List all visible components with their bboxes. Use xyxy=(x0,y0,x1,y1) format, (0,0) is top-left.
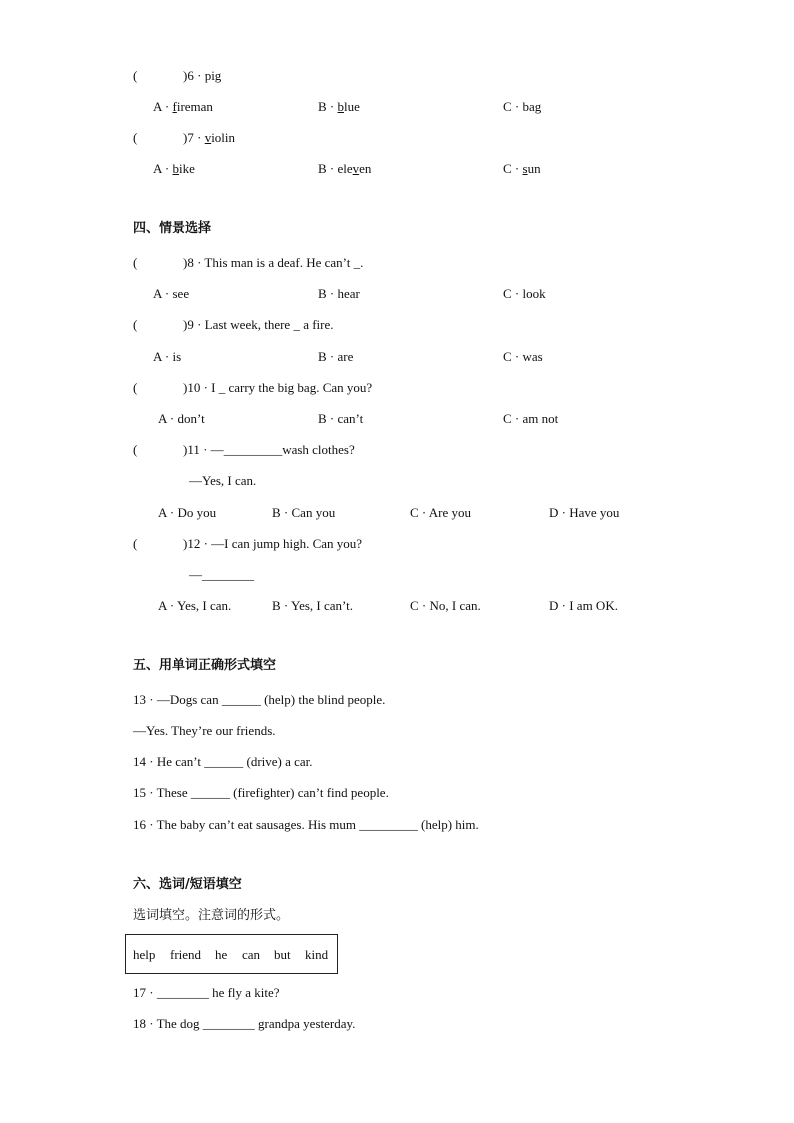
question-15[interactable]: 15 · These ______ (firefighter) can’t find people. xyxy=(133,785,389,800)
question-6: ( )6 · pig xyxy=(133,68,222,83)
option-d[interactable]: D · I am OK. xyxy=(549,598,618,613)
word-bank-item: help xyxy=(133,947,156,962)
blank[interactable]: _________ xyxy=(223,442,283,457)
option-a[interactable]: A · Do you xyxy=(158,505,217,520)
option-b[interactable]: B · can’t xyxy=(318,411,364,426)
option-b[interactable]: B · blue xyxy=(318,99,360,114)
word-bank-item: kind xyxy=(305,947,329,962)
option-c[interactable]: C · No, I can. xyxy=(410,598,481,613)
option-a[interactable]: A · is xyxy=(153,349,182,364)
option-c[interactable]: C · was xyxy=(503,349,543,364)
question-word: pig xyxy=(204,68,222,83)
option-c[interactable]: C · look xyxy=(503,286,546,301)
word-bank-item: he xyxy=(215,947,228,962)
question-14[interactable]: 14 · He can’t ______ (drive) a car. xyxy=(133,754,313,769)
question-13-reply: —Yes. They’re our friends. xyxy=(133,723,276,738)
option-d[interactable]: D · Have you xyxy=(549,505,620,520)
question-8: ( )8 · This man is a deaf. He can’t _. xyxy=(133,255,364,270)
question-12: ( )12 · —I can jump high. Can you? xyxy=(133,536,363,551)
option-a[interactable]: A · bike xyxy=(153,161,195,176)
question-16[interactable]: 16 · The baby can’t eat sausages. His mum _________ (help) him. xyxy=(133,817,479,832)
section-heading-4: 四、情景选择 xyxy=(133,221,212,236)
word-bank-item: friend xyxy=(170,947,202,962)
section-heading-6: 六、选词/短语填空 xyxy=(133,877,242,892)
dialogue-reply: —Yes, I can. xyxy=(189,473,257,488)
instruction: 选词填空。注意词的形式。 xyxy=(133,908,290,923)
option-b[interactable]: B · are xyxy=(318,349,354,364)
word-bank xyxy=(125,934,338,974)
option-b[interactable]: B · eleven xyxy=(318,161,372,176)
option-a[interactable]: A · fireman xyxy=(153,99,213,114)
word-bank-item: can xyxy=(242,947,261,962)
option-a[interactable]: A · see xyxy=(153,286,190,301)
question-17[interactable]: 17 · ________ he fly a kite? xyxy=(133,985,280,1000)
option-c[interactable]: C · bag xyxy=(503,99,542,114)
answer-paren-open[interactable]: ( xyxy=(133,130,138,145)
question-9: ( )9 · Last week, there _ a fire. xyxy=(133,317,334,332)
option-c[interactable]: C · am not xyxy=(503,411,559,426)
option-b[interactable]: B · Can you xyxy=(272,505,336,520)
dialogue-reply[interactable]: —________ xyxy=(189,567,254,582)
question-10: ( )10 · I _ carry the big bag. Can you? xyxy=(133,380,373,395)
option-c[interactable]: C · Are you xyxy=(410,505,472,520)
question-13[interactable]: 13 · —Dogs can ______ (help) the blind people. xyxy=(133,692,386,707)
question-7: ( )7 · violin xyxy=(133,130,236,145)
question-18[interactable]: 18 · The dog ________ grandpa yesterday. xyxy=(133,1016,356,1031)
word-bank-item: but xyxy=(274,947,291,962)
option-a[interactable]: A · don’t xyxy=(158,411,205,426)
question-11: ( )11 · —_________wash clothes? xyxy=(133,442,355,457)
option-c[interactable]: C · sun xyxy=(503,161,541,176)
option-a[interactable]: A · Yes, I can. xyxy=(158,598,232,613)
option-b[interactable]: B · hear xyxy=(318,286,360,301)
answer-paren-open[interactable]: ( xyxy=(133,68,138,83)
section-heading-5: 五、用单词正确形式填空 xyxy=(133,658,277,673)
option-b[interactable]: B · Yes, I can’t. xyxy=(272,598,354,613)
